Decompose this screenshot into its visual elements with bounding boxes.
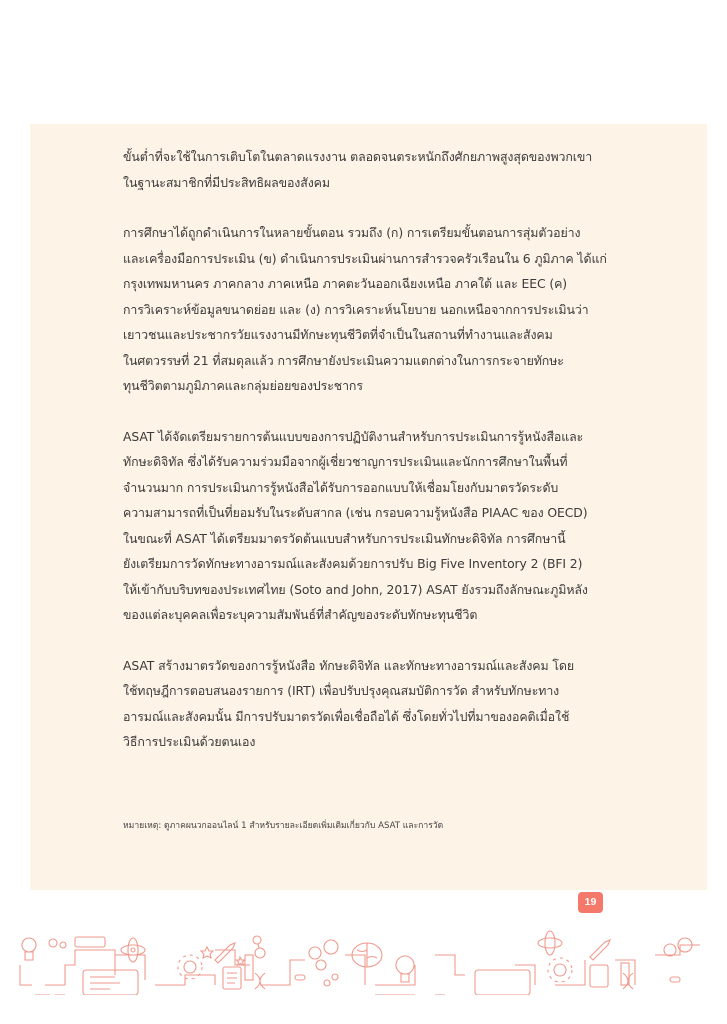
text-line: ในศตวรรษที่ 21 ที่สมดุลแล้ว การศึกษายังประเมินความแตกต่างในการกระจายทักษะ: [123, 352, 564, 368]
science-illustration: [15, 925, 715, 995]
text-line: ใช้ทฤษฎีการตอบสนองรายการ (IRT) เพื่อปรับปรุงคุณสมบัติการวัด สำหรับทักษะทาง: [123, 683, 560, 698]
text-line: อารมณ์และสังคมนั้น มีการปรับมาตรวัดเพื่อเชื่อถือได้ ซึ่งโดยทั่วไปที่มาของอคติเมื่อใช้: [123, 708, 570, 724]
text-line: ยังเตรียมการวัดทักษะทางอารมณ์และสังคมด้วยการปรับ Big Five Inventory 2 (BFI 2): [123, 556, 583, 571]
text-line: ในฐานะสมาชิกที่มีประสิทธิผลของสังคม: [123, 174, 330, 190]
page-number-badge: 19: [578, 892, 603, 913]
text-line: กรุงเทพมหานคร ภาคกลาง ภาคเหนือ ภาคตะวันออกเฉียงเหนือ ภาคใต้ และ EEC (ค): [123, 276, 568, 291]
text-line: เยาวชนและประชากรวัยแรงงานมีทักษะทุนชีวิตที่จำเป็นในสถานที่ทำงานและสังคม: [123, 327, 553, 342]
text-line: ทักษะดิจิทัล ซึ่งได้รับความร่วมมือจากผู้เชี่ยวชาญการประเมินและนักการศึกษาในพื้นที่: [123, 454, 568, 469]
text-line: ให้เข้ากับบริบทของประเทศไทย (Soto and John, 2017) ASAT ยังรวมถึงลักษณะภูมิหลัง: [123, 581, 588, 597]
text-line: จำนวนมาก การประเมินการรู้หนังสือได้รับการออกแบบให้เชื่อมโยงกับมาตรวัดระดับ: [123, 479, 559, 495]
laptop-icon: [83, 970, 530, 995]
body-text: [123, 144, 607, 780]
orbit-gear-icon: [178, 955, 572, 982]
text-line: และเครื่องมือการประเมิน (ข) ดำเนินการประเมินผ่านการสำรวจครัวเรือนใน 6 ภูมิภาค ได้แก่: [123, 250, 607, 266]
text-line: ทุนชีวิตตามภูมิภาคและกลุ่มย่อยของประชากร: [123, 378, 363, 393]
battery-icon: [75, 937, 629, 985]
atom-icon: [121, 931, 562, 962]
text-line: วิธีการประเมินด้วยตนเอง: [123, 734, 256, 749]
dna-icon: [255, 973, 633, 989]
paragraph-3: [123, 424, 603, 628]
paragraph-1: [123, 144, 603, 195]
footnote: หมายเหตุ: ดูภาคผนวกออนไลน์ 1 สำหรับรายละเอียดเพิ่มเติมเกี่ยวกับ ASAT และการวัด: [123, 821, 444, 831]
text-line: ในขณะที่ ASAT ได้เตรียมมาตรวัดต้นแบบสำหรับการประเมินทักษะดิจิทัล การศึกษานี้: [123, 530, 566, 546]
paragraph-4: [123, 653, 603, 755]
paragraph-2: [123, 220, 607, 399]
text-line: ขั้นต่ำที่จะใช้ในการเติบโตในตลาดแรงงาน ตลอดจนตระหนักถึงศักยภาพสูงสุดของพวกเขา: [123, 149, 593, 164]
lightbulb-2-icon: [396, 956, 414, 982]
pill-icon: [295, 975, 680, 982]
text-line: การวิเคราะห์ข้อมูลขนาดย่อย และ (ง) การวิเคราะห์นโยบาย นอกเหนือจากการประเมินว่า: [123, 301, 589, 317]
lightbulb-icon: [22, 938, 36, 960]
text-line: ของแต่ละบุคคลเพื่อระบุความสัมพันธ์ที่สำคัญของระดับทักษะทุนชีวิต: [123, 607, 478, 622]
text-line: การศึกษาได้ถูกดำเนินการในหลายขั้นตอน รวมถึง (ก) การเตรียมขั้นตอนการสุ่มตัวอย่าง: [123, 225, 581, 240]
text-line: ASAT สร้างมาตรวัดของการรู้หนังสือ ทักษะดิจิทัล และทักษะทางอารมณ์และสังคม โดย: [123, 657, 575, 673]
text-line: ASAT ได้จัดเตรียมรายการต้นแบบของการปฏิบัติงานสำหรับการประเมินการรู้หนังสือและ: [123, 428, 584, 444]
text-line: ความสามารถที่เป็นที่ยอมรับในระดับสากล (เช่น กรอบความรู้หนังสือ PIAAC ของ OECD): [123, 505, 588, 520]
